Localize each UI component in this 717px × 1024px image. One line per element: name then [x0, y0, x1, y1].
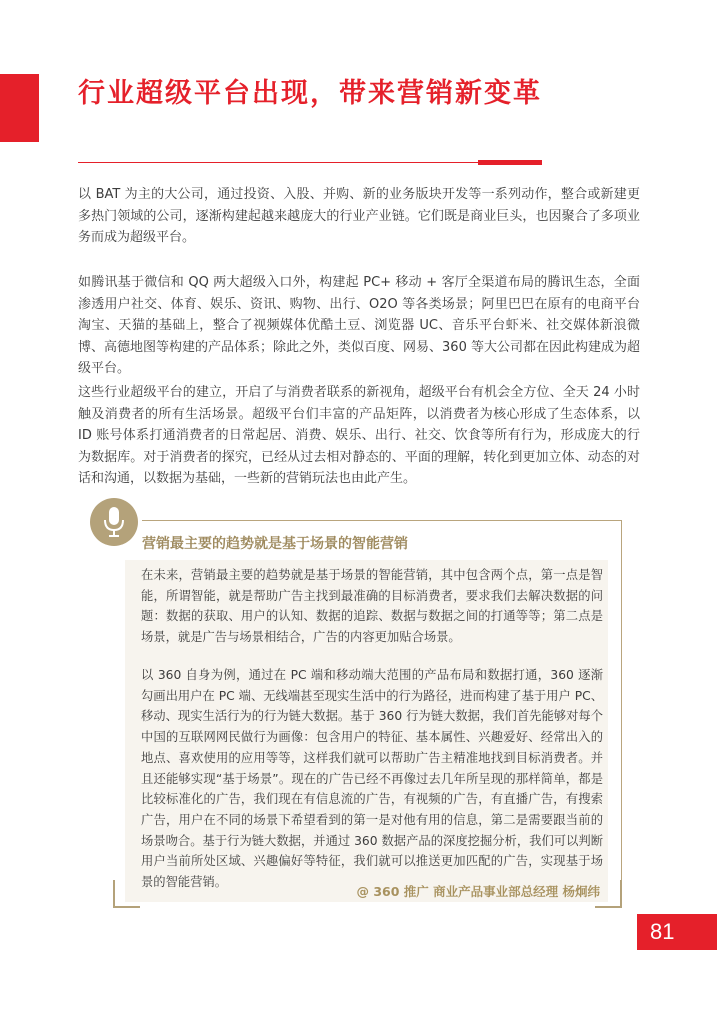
page-number: 81: [650, 919, 675, 944]
title-accent-block: [0, 74, 39, 142]
page-title: 行业超级平台出现，带来营销新变革: [78, 78, 542, 109]
microphone-icon: [90, 498, 138, 546]
quote-signature: @ 360 推广 商业产品事业部总经理 杨炯纬: [356, 884, 600, 899]
quote-paragraph-2: 以 360 自身为例，通过在 PC 端和移动端大范围的产品布局和数据打通，360 逐渐勾画出用户在 PC 端、无线端甚至现实生活中的行为路径，进而构建了基于用户 PC、移动、现实生活行为的行为链大数据。基于 360 行为链大数据，我们首先能够对每个中国的互联网网民做行为画像：包含用户的特征、基本属性、兴趣爱好、经常出入的地点、喜欢使用的应用等等，这样我们就可以帮助广告主精准地找到目标消费者。并且还能够实现“基于场景”。现在的广告已经不再像过去几年所呈现的那样简单，都是比较标准化的广告，我们现在有信息流的广告，有视频的广告，有直播广告，有搜索广告，用户在不同的场景下希望看到的第一是对他有用的信息，第二是需要跟当前的场景吻合。基于行为链大数据，并通过 360 数据产品的深度挖掘分析，我们可以判断用户当前所处区域、兴趣偏好等特征，我们就可以推送更加匹配的广告，实现基于场景的智能营销。: [141, 668, 603, 890]
quote-paragraph-1: 在未来，营销最主要的趋势就是基于场景的智能营销，其中包含两个点，第一点是智能，所谓智能，就是帮助广告主找到最准确的目标消费者，要求我们去解决数据的问题：数据的获取、用户的认知、数据的追踪、数据与数据之间的打通等等；第二点是场景，就是广告与场景相结合，广告的内容更加贴合场景。: [141, 568, 603, 645]
body-paragraph-1: 以 BAT 为主的大公司，通过投资、入股、并购、新的业务版块开发等一系列动作，整合或新建更多热门领域的公司，逐渐构建起越来越庞大的行业产业链。它们既是商业巨头，也因聚合了多项业务而成为超级平台。: [78, 187, 640, 245]
quote-corner-bottom-left: [113, 880, 115, 907]
quote-corner-bottom-right-h: [595, 906, 622, 908]
quote-corner-bottom-left-h: [113, 906, 140, 908]
quote-frame-top: [142, 520, 622, 521]
quote-corner-bottom-right: [620, 880, 622, 907]
page-number-badge: [637, 914, 717, 950]
quote-heading: 营销最主要的趋势就是基于场景的智能营销: [142, 536, 408, 552]
body-paragraph-3: 这些行业超级平台的建立，开启了与消费者联系的新视角，超级平台有机会全方位、全天 24 小时触及消费者的所有生活场景。超级平台们丰富的产品矩阵，以消费者为核心形成了生态体系，以 ID 账号体系打通消费者的日常起居、消费、娱乐、出行、社交、饮食等所有行为，形成庞大的行为数据库。对于消费者的探究，已经从过去相对静态的、平面的理解，转化到更加立体、动态的对话和沟通，以数据为基础，一些新的营销玩法也由此产生。: [78, 385, 640, 486]
title-underline-accent: [478, 160, 542, 165]
title-underline: [78, 162, 478, 163]
quote-frame-right: [621, 520, 622, 900]
body-paragraph-2: 如腾讯基于微信和 QQ 两大超级入口外，构建起 PC+ 移动 + 客厅全渠道布局的腾讯生态，全面渗透用户社交、体育、娱乐、资讯、购物、出行、O2O 等各类场景；阿里巴巴在原有的电商平台淘宝、天猫的基础上，整合了视频媒体优酷土豆、浏览器 UC、音乐平台虾米、社交媒体新浪微博、高德地图等构建的产品体系；除此之外，类似百度、网易、360 等大公司都在因此构建成为超级平台。: [78, 275, 640, 376]
